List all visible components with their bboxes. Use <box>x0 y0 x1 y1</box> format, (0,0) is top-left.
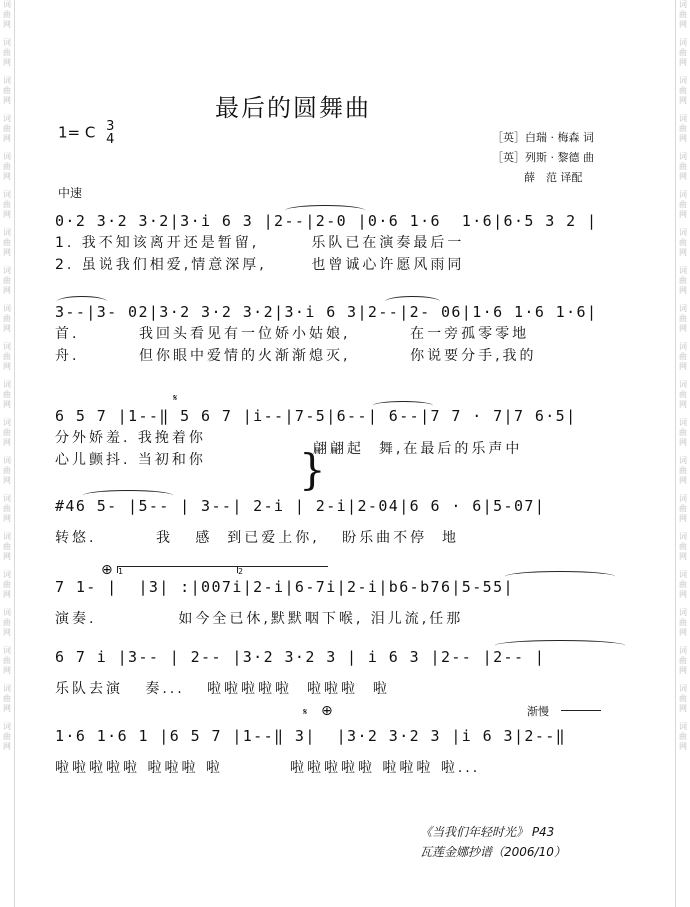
watermark-text: 词曲网 <box>679 342 687 371</box>
score-system-2 <box>55 301 645 367</box>
arranger-credit: 薛 范 译配 <box>524 171 583 184</box>
lyric-verse-2: 2. 虽说我们相爱,情意深厚, 也曾诚心许愿风雨同 <box>55 257 465 273</box>
coda-icon: ⊕ <box>101 562 113 578</box>
watermark-text: 词曲网 <box>3 266 11 295</box>
watermark-text: 词曲网 <box>3 0 11 29</box>
watermark-text: 词曲网 <box>3 456 11 485</box>
notation-line: 6 7 i |3-- | 2-- |3·2 3·2 3 | i 6 3 |2-- |2-- | <box>55 648 546 666</box>
watermark-text: 词曲网 <box>679 722 687 751</box>
verse-brace: } <box>299 445 326 494</box>
left-watermark-strip <box>0 0 15 907</box>
notation-line: 7 1- | |3| :|007i|2-i|6-7i|2-i|b6-b76|5-55| <box>55 578 514 596</box>
watermark-text: 词曲网 <box>679 456 687 485</box>
slur-mark <box>57 296 107 307</box>
lyric-line: 演奏. 如今全已休,默默咽下喉, 泪儿流,任那 <box>55 611 464 627</box>
slur-mark <box>83 490 173 501</box>
volta-bracket-1 <box>117 566 238 576</box>
lyric-verse-1: 1. 我不知该离开还是暂留, 乐队已在演奏最后一 <box>55 235 465 251</box>
slur-mark <box>505 571 615 582</box>
transcriber-note: 瓦莲金娜抄谱（2006/10） <box>420 845 566 859</box>
watermark-text: 词曲网 <box>679 190 687 219</box>
watermark-text: 词曲网 <box>679 570 687 599</box>
lyric-line: 啦啦啦啦啦 啦啦啦 啦 啦啦啦啦啦 啦啦啦 啦... <box>55 760 481 776</box>
ritardando-arrow <box>561 710 601 711</box>
volta-number: 2 <box>238 567 244 576</box>
watermark-text: 词曲网 <box>3 380 11 409</box>
score-system-7 <box>55 703 645 779</box>
watermark-text: 词曲网 <box>679 152 687 181</box>
score-system-6 <box>55 646 645 700</box>
watermark-text: 词曲网 <box>679 114 687 143</box>
score-system-5 <box>55 562 645 630</box>
segno-sign: 𝄋 <box>303 707 308 718</box>
watermark-text: 词曲网 <box>3 304 11 333</box>
lyric-verse-1: 分外娇羞. 我挽着你 <box>55 430 206 446</box>
watermark-text: 词曲网 <box>679 608 687 637</box>
slur-mark <box>285 205 365 216</box>
time-bottom: 4 <box>106 132 115 147</box>
score-system-1 <box>55 210 645 276</box>
watermark-text: 词曲网 <box>679 0 687 29</box>
coda-icon: ⊕ <box>321 703 333 719</box>
notation-line: #46 5- |5-- | 3--| 2-i | 2-i|2-04|6 6 · 6|5-07| <box>55 497 546 515</box>
watermark-text: 词曲网 <box>679 646 687 675</box>
source-footer <box>420 822 566 862</box>
watermark-text: 词曲网 <box>679 76 687 105</box>
source-book: 《当我们年轻时光》 P43 <box>420 825 555 839</box>
watermark-text: 词曲网 <box>3 608 11 637</box>
volta-bracket-2 <box>237 566 328 576</box>
watermark-text: 词曲网 <box>3 722 11 751</box>
lyric-verse-2: 心儿颤抖. 当初和你 <box>55 452 206 468</box>
watermark-text: 词曲网 <box>679 38 687 67</box>
watermark-text: 词曲网 <box>679 380 687 409</box>
notation-line: 0·2 3·2 3·2|3·i 6 3 |2--|2-0 |0·6 1·6 1·6|6·5 3 2 | <box>55 212 598 230</box>
segno-sign: 𝄋 <box>173 393 178 404</box>
song-title: 最后的圆舞曲 <box>215 94 371 122</box>
watermark-text: 词曲网 <box>3 114 11 143</box>
watermark-text: 词曲网 <box>3 532 11 561</box>
watermark-text: 词曲网 <box>679 494 687 523</box>
watermark-text: 词曲网 <box>3 76 11 105</box>
notation-line: 1·6 1·6 1 |6 5 7 |1--‖ 3| |3·2 3·2 3 |i 6 3|2--‖ <box>55 727 567 745</box>
watermark-text: 词曲网 <box>3 646 11 675</box>
time-signature <box>106 120 114 146</box>
watermark-text: 词曲网 <box>3 494 11 523</box>
watermark-text: 词曲网 <box>679 418 687 447</box>
right-watermark-strip <box>675 0 690 907</box>
tie-mark <box>373 401 433 410</box>
watermark-text: 词曲网 <box>3 190 11 219</box>
score-system-3 <box>55 393 645 494</box>
score-system-4 <box>55 495 645 549</box>
watermark-text: 词曲网 <box>3 228 11 257</box>
watermark-text: 词曲网 <box>679 266 687 295</box>
watermark-text: 词曲网 <box>3 152 11 181</box>
credits <box>492 128 594 188</box>
watermark-text: 词曲网 <box>3 342 11 371</box>
lyric-line: 转悠. 我 感 到已爱上你, 盼乐曲不停 地 <box>55 530 460 546</box>
key-label: 1= C <box>58 123 96 142</box>
lyric-line: 乐队去演 奏... 啦啦啦啦啦 啦啦啦 啦 <box>55 681 390 697</box>
volta-number: 1 <box>118 567 124 576</box>
lyricist-credit: ［英］白瑞 · 梅森 词 <box>492 131 594 144</box>
time-top: 3 <box>106 119 115 134</box>
slur-mark <box>495 640 625 651</box>
tempo-marking: 中速 <box>58 186 83 200</box>
lyric-verse-1: 首. 我回头看见有一位娇小姑娘, 在一旁孤零零地 <box>55 326 530 342</box>
ritardando-label: 渐慢 <box>527 705 549 718</box>
key-signature <box>58 120 114 146</box>
watermark-text: 词曲网 <box>679 304 687 333</box>
notation-line: 3--|3- 02|3·2 3·2 3·2|3·i 6 3|2--|2- 06|1·6 1·6 1·6| <box>55 303 598 321</box>
lyric-verse-2: 舟. 但你眼中爱情的火渐渐熄灭, 你说要分手,我的 <box>55 348 537 364</box>
watermark-text: 词曲网 <box>3 38 11 67</box>
watermark-text: 词曲网 <box>3 418 11 447</box>
watermark-text: 词曲网 <box>3 570 11 599</box>
watermark-text: 词曲网 <box>679 228 687 257</box>
slur-mark <box>385 296 440 307</box>
watermark-text: 词曲网 <box>679 684 687 713</box>
composer-credit: ［英］列斯 · 黎德 曲 <box>492 151 594 164</box>
watermark-text: 词曲网 <box>3 684 11 713</box>
notation-line: 6 5 7 |1--‖ 5 6 7 |i--|7-5|6--| 6--|7 7 · 7|7 6·5| <box>55 407 577 425</box>
shared-lyric: 翩翩起 舞,在最后的乐声中 <box>313 441 523 457</box>
watermark-text: 词曲网 <box>679 532 687 561</box>
